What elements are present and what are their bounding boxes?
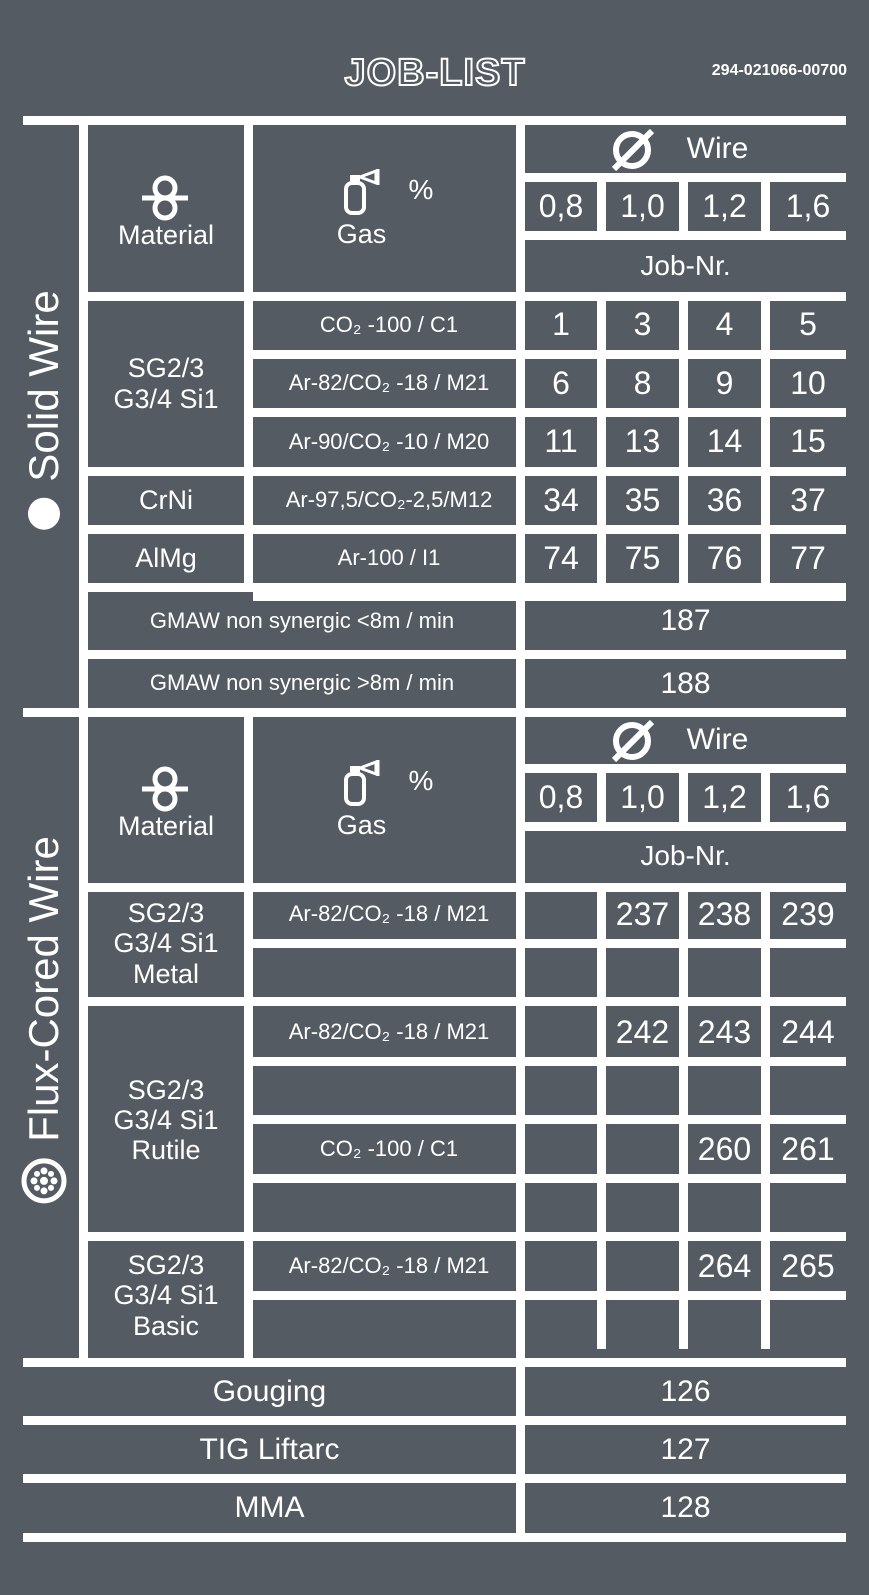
flux-cored-wire-icon bbox=[21, 1158, 67, 1204]
solid-wire-text: Solid Wire bbox=[20, 290, 67, 482]
flux-diameter-0: 0,8 bbox=[538, 778, 584, 815]
flux-gas-3 bbox=[262, 1066, 516, 1115]
flux-job-7-2 bbox=[688, 1300, 761, 1349]
rule-line bbox=[525, 173, 846, 182]
nonsyn-label-1: GMAW non synergic >8m / min bbox=[149, 670, 455, 696]
rule-line bbox=[761, 890, 770, 1349]
rule-line bbox=[761, 773, 770, 822]
process-job-1: 127 bbox=[660, 1432, 711, 1466]
solid-job-4-0: 74 bbox=[543, 539, 579, 576]
rule-line bbox=[525, 822, 846, 831]
flux-diameter-2: 1,2 bbox=[702, 778, 747, 815]
solid-job-2-3: 15 bbox=[790, 423, 826, 460]
document-number: 294-021066-00700 bbox=[711, 62, 847, 79]
flux-material-label: Material bbox=[117, 810, 215, 841]
solid-job-0-3: 5 bbox=[799, 306, 817, 343]
flux-job-1-3 bbox=[770, 948, 846, 997]
solid-job-2-0: 11 bbox=[544, 423, 578, 460]
process-label-2: MMA bbox=[234, 1491, 305, 1525]
flux-diameter-1: 1,0 bbox=[620, 778, 665, 815]
flux-cored-wire-text: Flux-Cored Wire bbox=[20, 836, 67, 1142]
rule-line bbox=[525, 764, 846, 773]
flux-job-2-0 bbox=[525, 1008, 597, 1057]
rule-line bbox=[244, 116, 253, 592]
rule-line bbox=[79, 116, 88, 1358]
rule-line bbox=[679, 300, 688, 583]
solid-gas-percent-label: % bbox=[408, 174, 434, 206]
solid-job-1-1: 8 bbox=[633, 364, 652, 401]
flux-job-2-2: 243 bbox=[697, 1013, 752, 1050]
flux-job-7-0 bbox=[525, 1300, 597, 1349]
rule-line bbox=[597, 890, 606, 1349]
solid-diameter-3: 1,6 bbox=[785, 187, 831, 224]
rule-line bbox=[597, 182, 606, 231]
solid-job-number-label: Job-Nr. bbox=[640, 249, 731, 281]
flux-gas-7 bbox=[262, 1300, 516, 1349]
flux-material-group-1: SG2/3 G3/4 Si1 Rutile bbox=[113, 1074, 219, 1166]
flux-diameter-icon bbox=[608, 718, 658, 764]
flux-gas-1 bbox=[262, 948, 516, 997]
rule-line bbox=[525, 231, 846, 240]
rule-line bbox=[253, 1174, 846, 1183]
flux-cored-side-label bbox=[20, 836, 68, 1204]
solid-gas-bottle-icon bbox=[338, 165, 388, 217]
rule-line bbox=[761, 300, 770, 583]
rule-line bbox=[88, 583, 846, 592]
flux-job-6-3: 265 bbox=[781, 1247, 835, 1284]
solid-job-4-3: 77 bbox=[790, 539, 826, 576]
flux-gas-percent-label: % bbox=[408, 765, 434, 797]
flux-job-6-1 bbox=[606, 1242, 679, 1291]
solid-material-label: Material bbox=[117, 219, 215, 250]
solid-job-2-1: 13 bbox=[624, 423, 661, 460]
rule-line bbox=[23, 1416, 846, 1425]
flux-job-2-3: 244 bbox=[781, 1013, 835, 1050]
flux-job-0-2: 238 bbox=[697, 895, 752, 932]
flux-gas-label: Gas bbox=[336, 809, 387, 840]
solid-job-3-2: 36 bbox=[706, 481, 743, 518]
solid-job-3-1: 35 bbox=[624, 481, 661, 518]
solid-job-0-1: 3 bbox=[633, 306, 652, 343]
process-job-2: 128 bbox=[660, 1491, 711, 1525]
rule-line bbox=[679, 182, 688, 231]
solid-gas-label: Gas bbox=[336, 218, 387, 249]
solid-job-1-3: 10 bbox=[790, 364, 826, 401]
flux-job-4-0 bbox=[525, 1125, 597, 1174]
rule-line bbox=[597, 773, 606, 822]
solid-job-1-0: 6 bbox=[552, 364, 570, 401]
flux-job-0-0 bbox=[525, 890, 597, 939]
flux-gas-0: Ar-82/CO₂ -18 / M21 bbox=[288, 901, 490, 927]
rule-line bbox=[23, 1533, 846, 1542]
flux-gas-6: Ar-82/CO₂ -18 / M21 bbox=[288, 1253, 490, 1279]
flux-job-0-3: 239 bbox=[781, 895, 835, 932]
process-label-0: Gouging bbox=[212, 1374, 327, 1408]
rule-line bbox=[253, 350, 846, 359]
process-job-0: 126 bbox=[660, 1374, 711, 1408]
page-title: JOB-LIST bbox=[344, 52, 526, 94]
solid-job-1-2: 9 bbox=[715, 364, 734, 401]
solid-job-2-2: 14 bbox=[706, 423, 743, 460]
solid-job-0-2: 4 bbox=[715, 306, 734, 343]
rule-line bbox=[88, 525, 846, 534]
flux-material-group-0: SG2/3 G3/4 Si1 Metal bbox=[113, 898, 219, 989]
solid-gas-1: Ar-82/CO₂ -18 / M21 bbox=[288, 370, 490, 396]
flux-gas-bottle-icon bbox=[338, 756, 388, 808]
flux-job-7-1 bbox=[606, 1300, 679, 1349]
solid-gas-3: Ar-97,5/CO₂-2,5/M12 bbox=[285, 487, 493, 513]
flux-job-5-1 bbox=[606, 1183, 679, 1232]
solid-diameter-1: 1,0 bbox=[620, 187, 665, 224]
rule-line bbox=[88, 650, 846, 659]
solid-material-group-2: AlMg bbox=[135, 543, 197, 574]
rule-line bbox=[679, 773, 688, 822]
solid-job-4-2: 76 bbox=[706, 539, 743, 576]
solid-job-3-3: 37 bbox=[790, 481, 826, 518]
flux-job-number-label: Job-Nr. bbox=[640, 840, 731, 872]
flux-job-4-2: 260 bbox=[697, 1130, 752, 1167]
nonsyn-job-1: 188 bbox=[660, 666, 711, 700]
flux-job-3-1 bbox=[606, 1066, 679, 1115]
flux-job-6-0 bbox=[525, 1242, 597, 1291]
rule-line bbox=[23, 1358, 846, 1367]
solid-gas-2: Ar-90/CO₂ -10 / M20 bbox=[288, 428, 490, 454]
flux-job-1-0 bbox=[525, 948, 597, 997]
flux-material-group-2: SG2/3 G3/4 Si1 Basic bbox=[113, 1250, 219, 1341]
flux-job-1-1 bbox=[606, 948, 679, 997]
solid-wire-side-label bbox=[20, 290, 68, 529]
flux-job-4-1 bbox=[606, 1125, 679, 1174]
rule-line bbox=[253, 1115, 846, 1124]
rule-line bbox=[253, 939, 846, 948]
solid-gas-4: Ar-100 / I1 bbox=[337, 545, 441, 571]
flux-job-4-3: 261 bbox=[781, 1130, 835, 1167]
flux-job-5-3 bbox=[770, 1183, 846, 1232]
flux-job-0-1: 237 bbox=[615, 895, 670, 932]
rule-line bbox=[253, 1291, 846, 1300]
rule-line bbox=[244, 708, 253, 1358]
rule-line bbox=[88, 997, 846, 1006]
rule-line bbox=[679, 890, 688, 1349]
solid-gas-0: CO₂ -100 / C1 bbox=[319, 311, 459, 337]
flux-job-7-3 bbox=[770, 1300, 846, 1349]
flux-diameter-3: 1,6 bbox=[785, 778, 831, 815]
solid-diameter-0: 0,8 bbox=[538, 187, 584, 224]
rule-line bbox=[253, 408, 846, 417]
solid-diameter-2: 1,2 bbox=[702, 187, 747, 224]
flux-job-2-1: 242 bbox=[615, 1013, 670, 1050]
solid-job-4-1: 75 bbox=[624, 539, 661, 576]
rule-line bbox=[597, 300, 606, 583]
flux-job-3-3 bbox=[770, 1066, 846, 1115]
rule-line bbox=[761, 182, 770, 231]
flux-job-5-2 bbox=[688, 1183, 761, 1232]
flux-job-5-0 bbox=[525, 1183, 597, 1232]
rule-line bbox=[23, 1474, 846, 1483]
flux-gas-4: CO₂ -100 / C1 bbox=[319, 1136, 459, 1162]
solid-wire-dot-icon bbox=[28, 498, 60, 530]
flux-gas-5 bbox=[262, 1183, 516, 1232]
solid-job-3-0: 34 bbox=[543, 481, 579, 518]
solid-diameter-icon bbox=[608, 127, 658, 173]
rule-line bbox=[88, 1232, 846, 1241]
solid-job-0-0: 1 bbox=[552, 306, 570, 343]
flux-gas-2: Ar-82/CO₂ -18 / M21 bbox=[288, 1019, 490, 1045]
flux-job-1-2 bbox=[688, 948, 761, 997]
flux-job-6-2: 264 bbox=[697, 1247, 752, 1284]
solid-material-group-1: CrNi bbox=[139, 485, 193, 516]
flux-wire-label: Wire bbox=[686, 723, 749, 757]
nonsyn-job-0: 187 bbox=[660, 604, 711, 638]
rule-line bbox=[88, 467, 846, 476]
rule-line bbox=[253, 1057, 846, 1066]
process-label-1: TIG Liftarc bbox=[199, 1432, 340, 1466]
flux-job-3-0 bbox=[525, 1066, 597, 1115]
nonsyn-label-0: GMAW non synergic <8m / min bbox=[149, 607, 455, 633]
solid-wire-label: Wire bbox=[686, 132, 749, 166]
rule-line bbox=[23, 116, 846, 125]
flux-job-3-2 bbox=[688, 1066, 761, 1115]
rule-line bbox=[516, 116, 525, 1533]
solid-material-group-0: SG2/3 G3/4 Si1 bbox=[113, 353, 219, 414]
